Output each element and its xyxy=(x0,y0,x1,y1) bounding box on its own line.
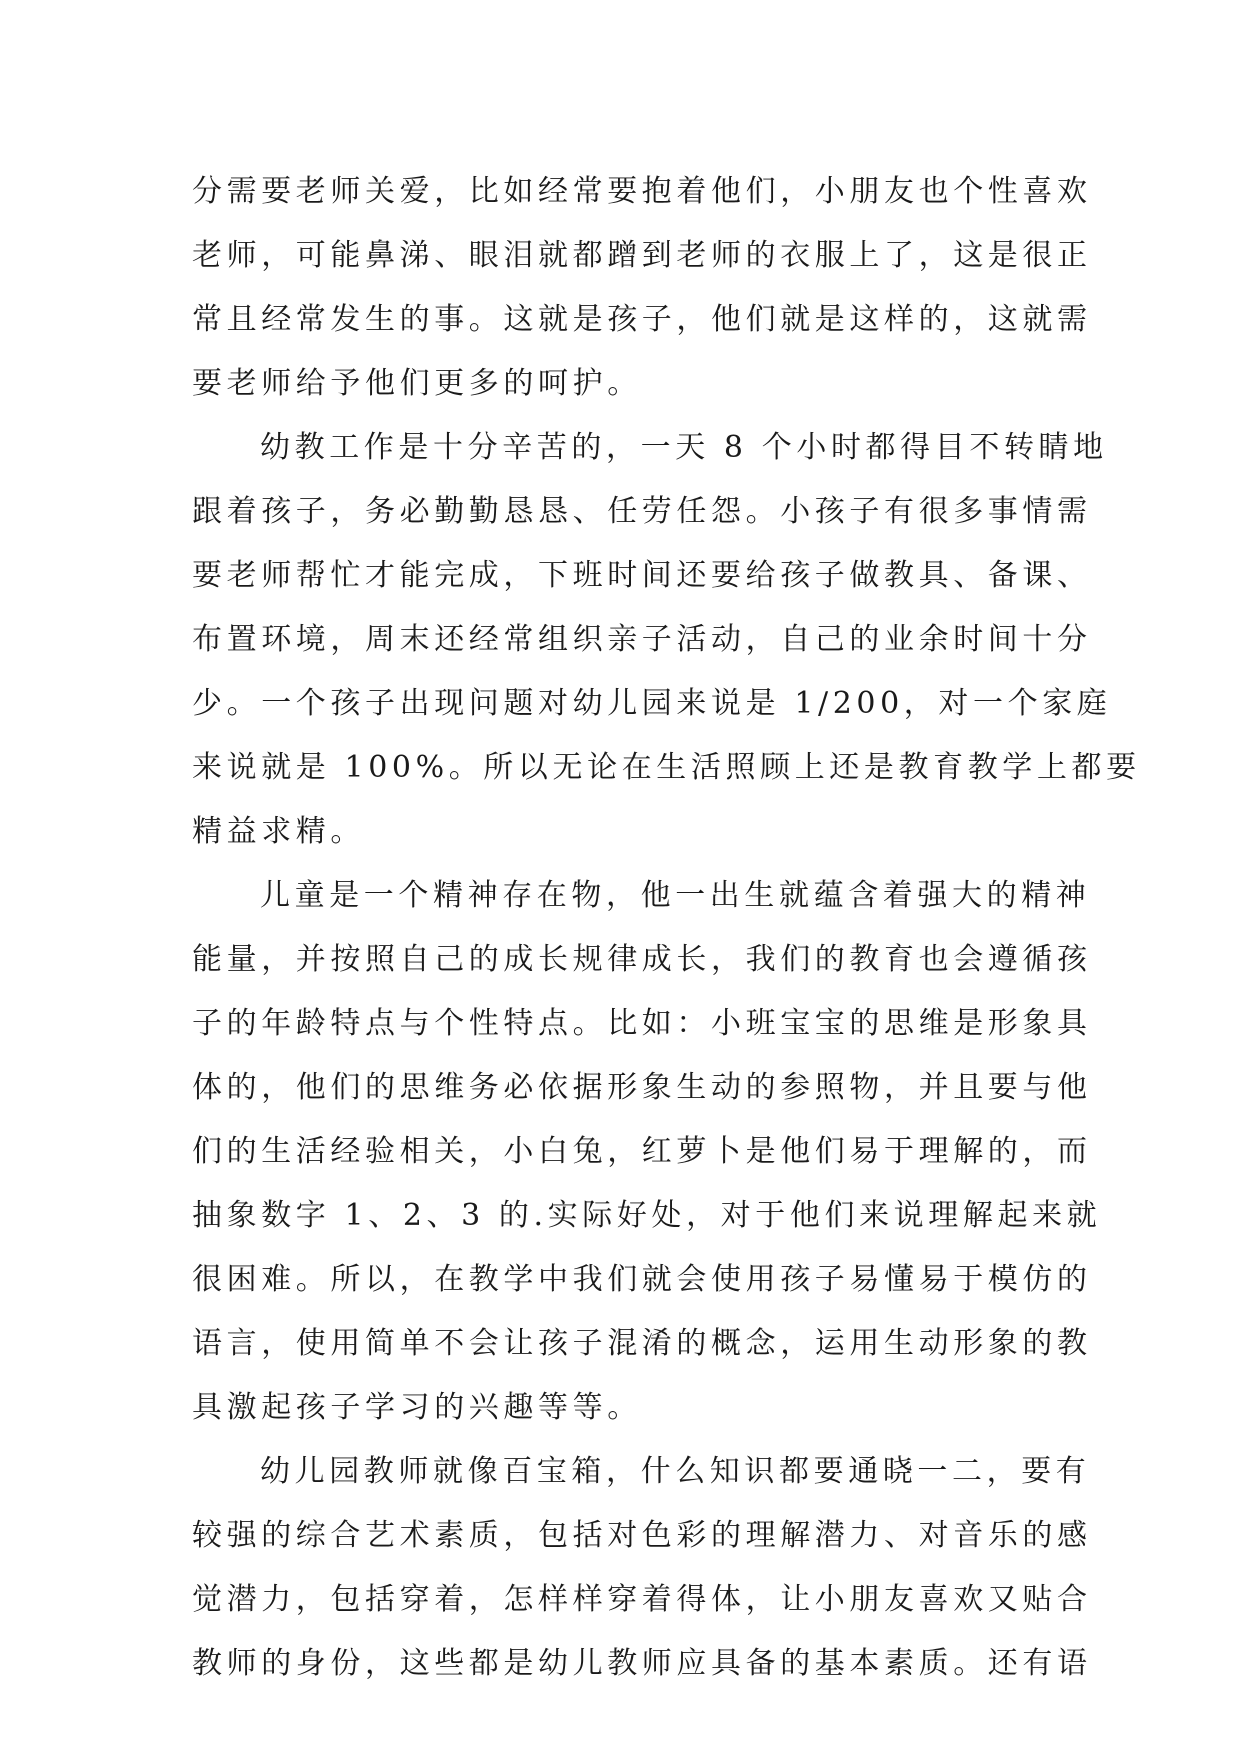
text-line: 分需要老师关爱，比如经常要抱着他们，小朋友也个性喜欢 xyxy=(192,174,1092,209)
text-line: 精益求精。 xyxy=(192,814,365,849)
text-line: 能量，并按照自己的成长规律成长，我们的教育也会遵循孩 xyxy=(192,942,1092,977)
text-line: 来说就是 100%。所以无论在生活照顾上还是教育教学上都要 xyxy=(192,750,1141,785)
text-line: 布置环境，周末还经常组织亲子活动，自己的业余时间十分 xyxy=(192,622,1092,657)
text-line: 跟着孩子，务必勤勤恳恳、任劳任怨。小孩子有很多事情需 xyxy=(192,494,1092,529)
paragraph-first-line: 儿童是一个精神存在物，他一出生就蕴含着强大的精神 xyxy=(260,878,1091,913)
text-line: 们的生活经验相关，小白兔，红萝卜是他们易于理解的，而 xyxy=(192,1134,1092,1169)
text-line: 较强的综合艺术素质，包括对色彩的理解潜力、对音乐的感 xyxy=(192,1518,1092,1553)
text-line: 具激起孩子学习的兴趣等等。 xyxy=(192,1390,642,1425)
text-line: 要老师给予他们更多的呵护。 xyxy=(192,366,642,401)
text-line: 抽象数字 1、2、3 的.实际好处，对于他们来说理解起来就 xyxy=(192,1198,1102,1233)
text-line: 常且经常发生的事。这就是孩子，他们就是这样的，这就需 xyxy=(192,302,1092,337)
text-line: 教师的身份，这些都是幼儿教师应具备的基本素质。还有语 xyxy=(192,1646,1092,1681)
text-line: 子的年龄特点与个性特点。比如：小班宝宝的思维是形象具 xyxy=(192,1006,1092,1041)
text-line: 少。一个孩子出现问题对幼儿园来说是 1/200，对一个家庭 xyxy=(192,686,1112,721)
text-line: 要老师帮忙才能完成，下班时间还要给孩子做教具、备课、 xyxy=(192,558,1092,593)
paragraph-first-line: 幼教工作是十分辛苦的，一天 8 个小时都得目不转睛地 xyxy=(260,430,1108,465)
text-line: 语言，使用简单不会让孩子混淆的概念，运用生动形象的教 xyxy=(192,1326,1092,1361)
text-line: 觉潜力，包括穿着，怎样样穿着得体，让小朋友喜欢又贴合 xyxy=(192,1582,1092,1617)
body-text xyxy=(192,160,1141,1696)
text-line: 很困难。所以，在教学中我们就会使用孩子易懂易于模仿的 xyxy=(192,1262,1092,1297)
text-line: 老师，可能鼻涕、眼泪就都蹭到老师的衣服上了，这是很正 xyxy=(192,238,1092,273)
paragraph-first-line: 幼儿园教师就像百宝箱，什么知识都要通晓一二，要有 xyxy=(260,1454,1091,1489)
text-line: 体的，他们的思维务必依据形象生动的参照物，并且要与他 xyxy=(192,1070,1092,1105)
